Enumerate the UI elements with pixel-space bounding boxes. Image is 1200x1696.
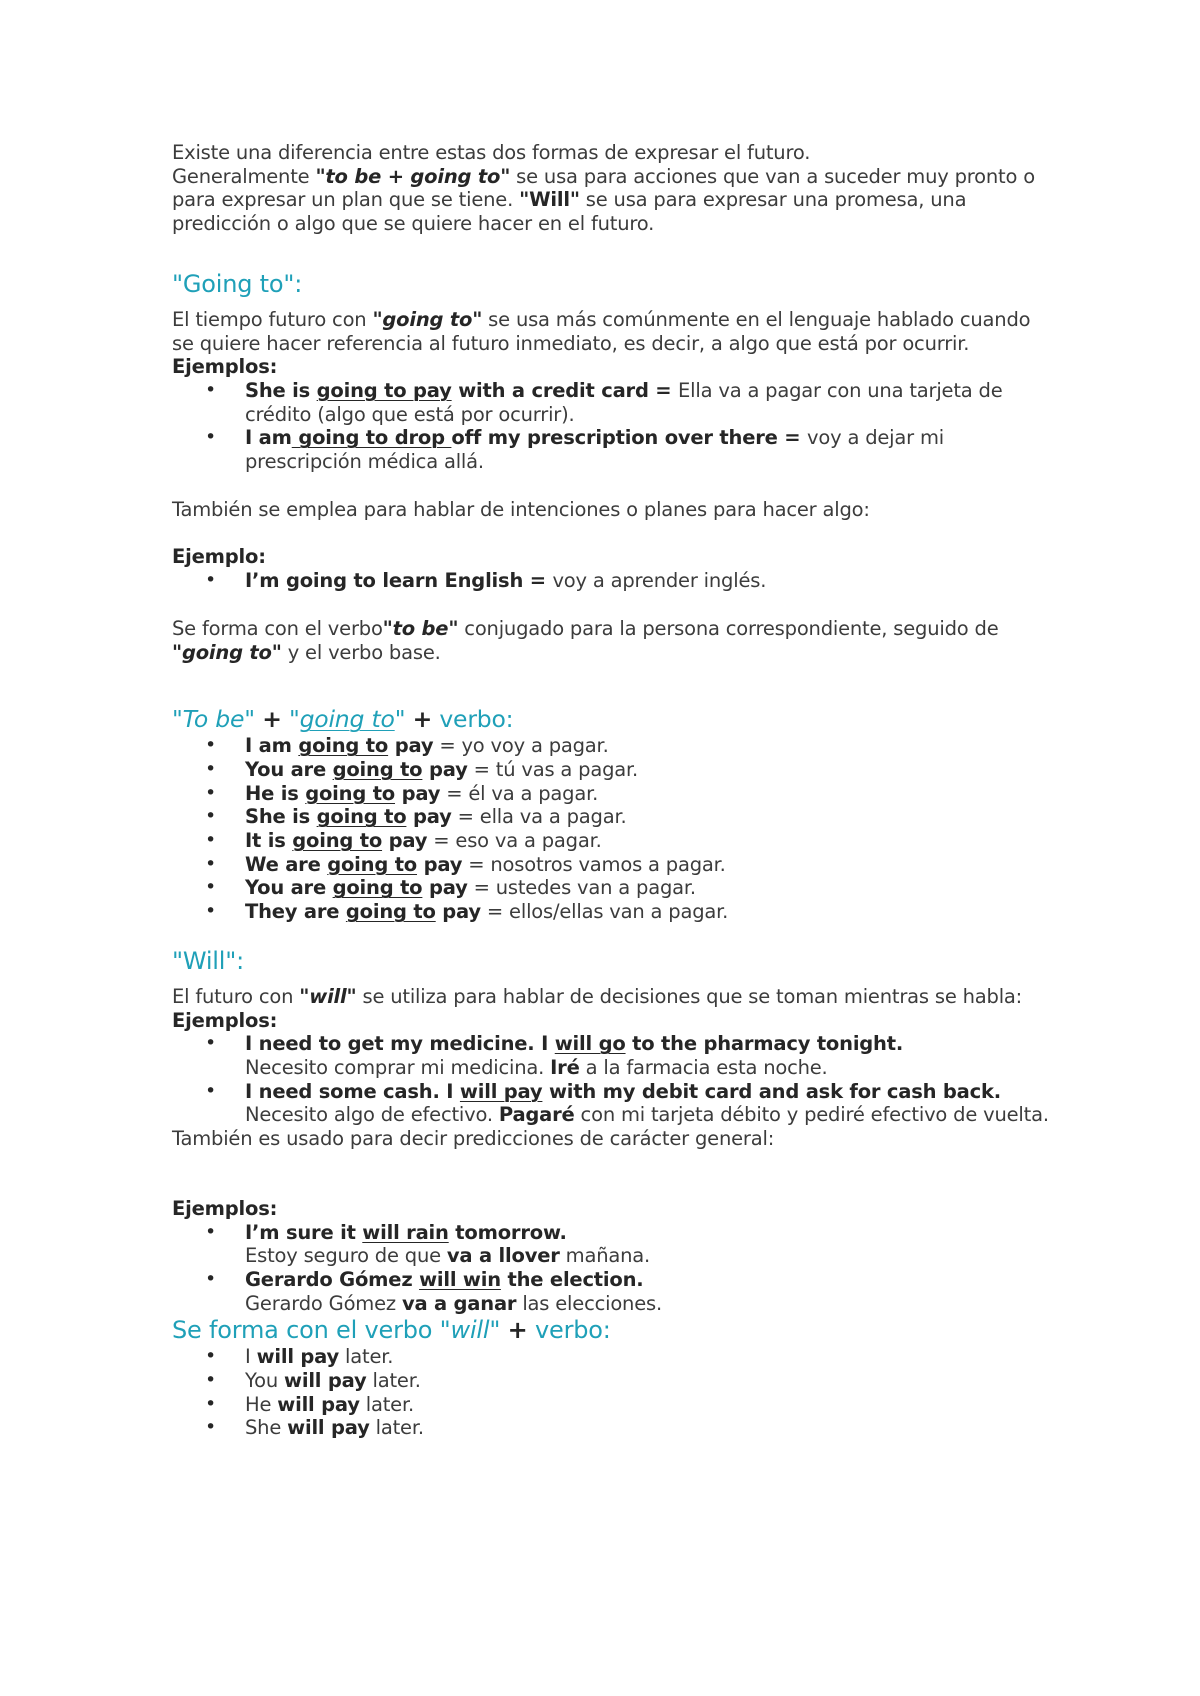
ejemplos-label: Ejemplos: (172, 1008, 278, 1032)
intro-term-will: "Will" (519, 188, 580, 212)
going-to-examples-list (172, 379, 1052, 474)
list-item: • I’m sure it will rain tomorrow. Estoy seguro de que va a llover mañana. (172, 1221, 1052, 1268)
list-item: • She is going to pay = ella va a pagar. (172, 805, 1052, 829)
list-item: • They are going to pay = ellos/ellas van a pagar. (172, 900, 1052, 924)
list-item: • She will pay later. (172, 1416, 1052, 1440)
intro-text: Generalmente (172, 164, 316, 188)
ejemplos-label: Ejemplos: (172, 355, 278, 379)
list-item: • I am going to drop off my prescription over there = voy a dejar mi prescripción médica allá. (172, 426, 1052, 473)
list-item: • I need some cash. I will pay with my debit card and ask for cash back. Necesito algo de efectivo. Pagaré con mi tarjeta débito y pediré efectivo de vuelta. (172, 1080, 1052, 1127)
list-item: • You are going to pay = ustedes van a pagar. (172, 876, 1052, 900)
intentions-examples-list (172, 569, 1052, 593)
term-going-to: "going to" (372, 307, 483, 331)
heading-to-be-going-to-verbo: "To be" + "going to" + verbo: (172, 705, 514, 734)
ejemplos-label: Ejemplos: (172, 1196, 278, 1220)
list-item: • She is going to pay with a credit card = Ella va a pagar con una tarjeta de crédito (algo que está por ocurrir). (172, 379, 1052, 426)
list-item: • I need to get my medicine. I will go to the pharmacy tonight. Necesito comprar mi medicina. Iré a la farmacia esta noche. (172, 1032, 1052, 1079)
will-examples-list (172, 1032, 1052, 1127)
predictions-paragraph: También es usado para decir predicciones de carácter general: (172, 1127, 775, 1151)
intro-line-1: Existe una diferencia entre estas dos formas de expresar el futuro. (172, 141, 811, 164)
will-conjugation-list (172, 1345, 1052, 1440)
heading-will: "Will": (172, 946, 244, 975)
list-item: • It is going to pay = eso va a pagar. (172, 829, 1052, 853)
going-to-description: El tiempo futuro con "going to" se usa más comúnmente en el lenguaje hablado cuando se quiere hacer referencia al futuro inmediato, es decir, a algo que está por ocurrir. (172, 307, 1031, 355)
list-item: • I am going to pay = yo voy a pagar. (172, 734, 1052, 758)
intentions-paragraph: También se emplea para hablar de intenciones o planes para hacer algo: (172, 497, 870, 521)
list-item: • You will pay later. (172, 1369, 1052, 1393)
intro-term-going-to: "to be + going to" (315, 164, 511, 188)
list-item: • You are going to pay = tú vas a pagar. (172, 758, 1052, 782)
ejemplo-label: Ejemplo: (172, 545, 266, 569)
list-item: • Gerardo Gómez will win the election. Gerardo Gómez va a ganar las elecciones. (172, 1268, 1052, 1315)
intro-paragraph (172, 165, 1052, 236)
list-item: • He is going to pay = él va a pagar. (172, 782, 1052, 806)
intro-text: se usa para expresar una promesa, una predicción o algo que se quiere hacer en el futuro. (172, 188, 967, 236)
heading-going-to: "Going to": (172, 269, 303, 298)
conjugation-list (172, 734, 1052, 924)
formation-paragraph: Se forma con el verbo"to be" conjugado para la persona correspondiente, seguido de "going to" y el verbo base. (172, 616, 999, 664)
document-body (172, 141, 1052, 1440)
list-item: • I will pay later. (172, 1345, 1052, 1369)
heading-will-formation: Se forma con el verbo "will" + verbo: (172, 1316, 611, 1345)
list-item: • He will pay later. (172, 1393, 1052, 1417)
will-description: El futuro con "will" se utiliza para hablar de decisiones que se toman mientras se habla: (172, 984, 1023, 1008)
predictions-examples-list (172, 1221, 1052, 1316)
intro-text: se usa para acciones que van a suceder muy pronto o para expresar un plan que se tiene. (172, 164, 1035, 212)
list-item: • I’m going to learn English = voy a aprender inglés. (172, 569, 1052, 593)
list-item: • We are going to pay = nosotros vamos a pagar. (172, 853, 1052, 877)
